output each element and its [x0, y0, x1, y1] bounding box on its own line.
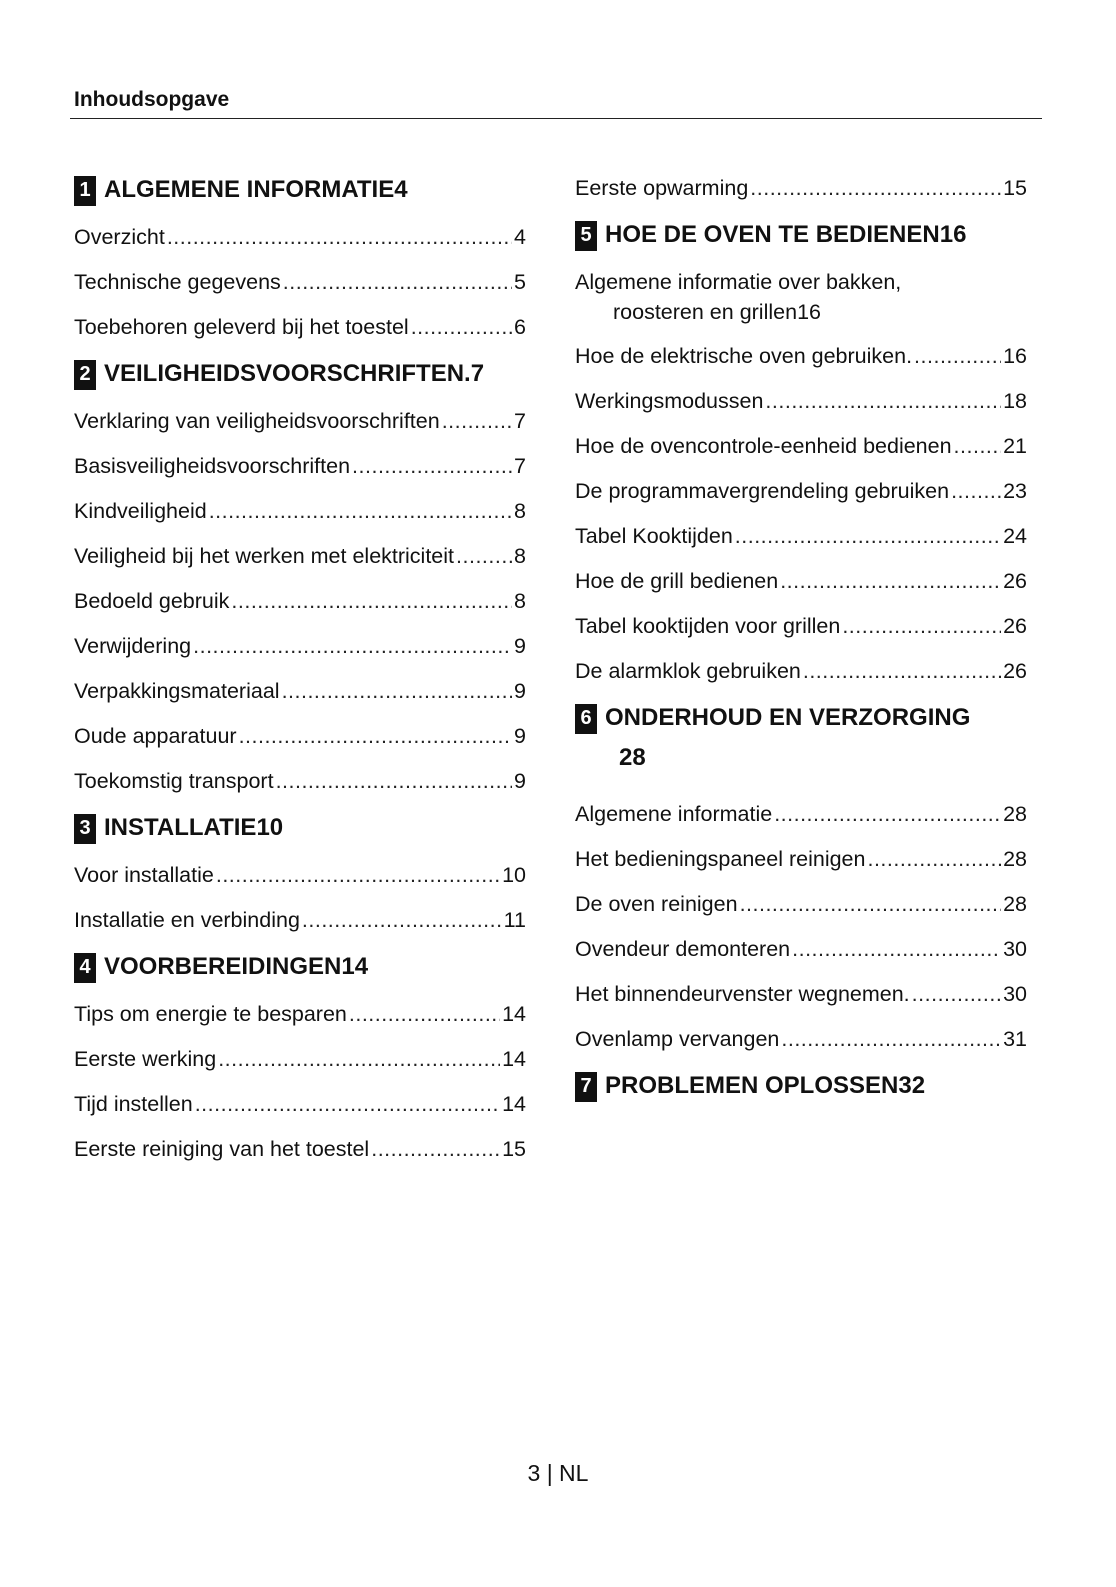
- page-number: 21: [1003, 434, 1027, 458]
- dot-leader: [456, 544, 512, 569]
- section-title: HOE DE OVEN TE BEDIENEN: [605, 221, 940, 248]
- page-number: 30: [1003, 982, 1027, 1006]
- dot-leader: [867, 847, 1001, 872]
- dot-leader: [218, 1047, 500, 1072]
- page-number: 31: [1003, 1027, 1027, 1051]
- toc-entry[interactable]: [575, 569, 1027, 614]
- page-number: 15: [1003, 176, 1027, 200]
- dot-leader: [371, 1137, 500, 1162]
- entry-title: Algemene informatie over bakken,: [575, 270, 902, 294]
- page-number: 4: [514, 225, 526, 249]
- page-number: 28: [1003, 847, 1027, 871]
- toc-entry[interactable]: [575, 892, 1027, 937]
- toc-entry[interactable]: [575, 434, 1027, 479]
- page-number: 4: [394, 176, 408, 203]
- page-number: 28: [1003, 802, 1027, 826]
- toc-entry[interactable]: [575, 937, 1027, 982]
- page-number: 7: [470, 360, 485, 387]
- page-number: 23: [1003, 479, 1027, 503]
- entry-title-continued: roosteren en grillen: [613, 300, 798, 324]
- toc-entry[interactable]: [74, 1092, 526, 1137]
- toc-entry[interactable]: [575, 802, 1027, 847]
- page-number: 9: [514, 769, 526, 793]
- dot-leader: [780, 569, 1001, 594]
- page-number: 14: [341, 953, 369, 980]
- entry-title: Het binnendeurvenster wegnemen.: [575, 982, 910, 1006]
- dot-leader: [842, 614, 1001, 639]
- toc-entry[interactable]: [74, 589, 526, 634]
- toc-entry[interactable]: [575, 389, 1027, 434]
- dot-leader: [774, 802, 1001, 827]
- toc-entry[interactable]: [575, 479, 1027, 524]
- entry-title: Tabel kooktijden voor grillen: [575, 614, 841, 638]
- dot-leader: [740, 892, 1002, 917]
- entry-title: Tabel Kooktijden: [575, 524, 733, 548]
- toc-entry[interactable]: [74, 544, 526, 589]
- dot-leader: [781, 1027, 1001, 1052]
- page-number: 30: [1003, 937, 1027, 961]
- entry-title: Overzicht: [74, 225, 165, 249]
- page-title: Inhoudsopgave: [74, 88, 230, 111]
- entry-title: De alarmklok gebruiken: [575, 659, 801, 683]
- toc-section[interactable]: [575, 704, 1027, 802]
- page-number: 14: [502, 1047, 526, 1071]
- dot-leader: [231, 589, 512, 614]
- section-title: ONDERHOUD EN VERZORGING: [605, 704, 971, 731]
- dot-leader: [792, 937, 1001, 962]
- toc-entry[interactable]: [575, 1027, 1027, 1072]
- page-number: 8: [514, 499, 526, 523]
- toc-section[interactable]: [74, 953, 526, 1002]
- entry-title: Eerste reiniging van het toestel: [74, 1137, 370, 1161]
- toc-section[interactable]: [575, 221, 1027, 270]
- toc-entry[interactable]: [74, 225, 526, 270]
- dot-leader: [411, 315, 512, 340]
- toc-entry[interactable]: [74, 863, 526, 908]
- entry-title-line: [575, 270, 1027, 300]
- dot-leader: [803, 659, 1001, 684]
- section-number-badge: 2: [74, 360, 96, 390]
- toc-entry[interactable]: [74, 1137, 526, 1182]
- dot-leader: [349, 1002, 500, 1027]
- toc-right-column: [575, 176, 1027, 1121]
- entry-title: Ovendeur demonteren: [575, 937, 791, 961]
- toc-entry[interactable]: [74, 499, 526, 544]
- entry-title: Hoe de ovencontrole-eenheid bedienen: [575, 434, 952, 458]
- dot-leader: [195, 1092, 500, 1117]
- page-number: 32: [898, 1072, 926, 1099]
- page-number: 26: [1003, 659, 1027, 683]
- toc-entry[interactable]: [74, 724, 526, 769]
- page-number: 5: [514, 270, 526, 294]
- section-number-badge: 5: [575, 221, 597, 251]
- toc-entry[interactable]: [74, 769, 526, 814]
- entry-title: Technische gegevens: [74, 270, 281, 294]
- entry-title: Het bedieningspaneel reinigen: [575, 847, 866, 871]
- entry-title: Ovenlamp vervangen: [575, 1027, 780, 1051]
- entry-title: Voor installatie: [74, 863, 214, 887]
- section-page-line: [575, 744, 1027, 772]
- section-title: ALGEMENE INFORMATIE: [104, 176, 395, 203]
- dot-leader: [283, 270, 512, 295]
- toc-entry[interactable]: [575, 659, 1027, 704]
- page-number: 6: [514, 315, 526, 339]
- page-number: 16: [939, 221, 967, 248]
- section-title-line: [575, 704, 1027, 744]
- dot-leader: [167, 225, 512, 250]
- toc-entry[interactable]: [575, 344, 1027, 389]
- dot-leader: [912, 982, 1001, 1007]
- entry-title: De programmavergrendeling gebruiken: [575, 479, 950, 503]
- page-header: [70, 88, 1042, 119]
- page-number: 28: [619, 744, 646, 771]
- toc-entry[interactable]: [575, 524, 1027, 569]
- toc-section[interactable]: [74, 360, 526, 409]
- entry-title: Algemene informatie: [575, 802, 773, 826]
- toc-entry[interactable]: [74, 1002, 526, 1047]
- entry-title: Bedoeld gebruik: [74, 589, 230, 613]
- entry-title: Tips om energie te besparen: [74, 1002, 347, 1026]
- section-number-badge: 6: [575, 704, 597, 734]
- entry-title: Eerste opwarming: [575, 176, 749, 200]
- section-number-badge: 7: [575, 1072, 597, 1102]
- page-number: 7: [514, 454, 526, 478]
- page-number: 11: [503, 908, 526, 932]
- dot-leader: [239, 724, 512, 749]
- entry-title: De oven reinigen: [575, 892, 738, 916]
- dot-leader: [735, 524, 1001, 549]
- dot-leader: [442, 409, 512, 434]
- page-number: 10: [502, 863, 526, 887]
- entry-title: Eerste werking: [74, 1047, 217, 1071]
- dot-leader: [209, 499, 512, 524]
- entry-title: Verklaring van veiligheidsvoorschriften: [74, 409, 440, 433]
- section-number-badge: 3: [74, 814, 96, 844]
- page-number: 15: [502, 1137, 526, 1161]
- page-number: 9: [514, 634, 526, 658]
- toc-left-column: [74, 176, 526, 1182]
- page-number: 28: [1003, 892, 1027, 916]
- dot-leader: [216, 863, 500, 888]
- page-number: 14: [502, 1092, 526, 1116]
- toc-section[interactable]: [74, 176, 526, 225]
- toc-entry[interactable]: [74, 454, 526, 499]
- toc-section[interactable]: [74, 814, 526, 863]
- entry-title: Hoe de elektrische oven gebruiken.: [575, 344, 913, 368]
- dot-leader: [954, 434, 1002, 459]
- page-number: 26: [1003, 569, 1027, 593]
- toc-entry[interactable]: [575, 270, 1027, 344]
- entry-title: Basisveiligheidsvoorschriften: [74, 454, 351, 478]
- page-number: 14: [502, 1002, 526, 1026]
- toc-entry[interactable]: [74, 908, 526, 953]
- entry-title: Toebehoren geleverd bij het toestel: [74, 315, 409, 339]
- page-number: 10: [256, 814, 284, 841]
- toc-entry[interactable]: [74, 315, 526, 360]
- entry-title-line: [575, 300, 1027, 325]
- dot-leader: [352, 454, 512, 479]
- entry-title: Tijd instellen: [74, 1092, 193, 1116]
- toc-section[interactable]: [575, 1072, 1027, 1121]
- toc-entry[interactable]: [575, 614, 1027, 659]
- section-title: INSTALLATIE: [104, 814, 257, 841]
- page-number: 18: [1003, 389, 1027, 413]
- section-title: PROBLEMEN OPLOSSEN: [605, 1072, 899, 1099]
- dot-leader: [282, 679, 512, 704]
- page-number: 26: [1003, 614, 1027, 638]
- page-footer: [0, 1460, 1116, 1487]
- page-number: 9: [514, 724, 526, 748]
- toc-entry[interactable]: [74, 409, 526, 454]
- dot-leader: [276, 769, 512, 794]
- toc-entry[interactable]: [74, 634, 526, 679]
- dot-leader: [750, 176, 1001, 201]
- toc-entry[interactable]: [74, 679, 526, 724]
- page-number: 3 | NL: [527, 1460, 589, 1486]
- dot-leader: [914, 344, 1001, 369]
- dot-leader: [951, 479, 1001, 504]
- page-number: 16: [1003, 344, 1027, 368]
- section-title: VEILIGHEIDSVOORSCHRIFTEN.: [104, 360, 471, 387]
- entry-title: Werkingsmodussen: [575, 389, 764, 413]
- toc-entry[interactable]: [575, 982, 1027, 1027]
- entry-title: Kindveiligheid: [74, 499, 207, 523]
- page-number: 8: [514, 589, 526, 613]
- section-title: VOORBEREIDINGEN: [104, 953, 342, 980]
- entry-title: Toekomstig transport: [74, 769, 274, 793]
- page-number: 8: [514, 544, 526, 568]
- page-number: 9: [514, 679, 526, 703]
- entry-title: Verwijdering: [74, 634, 192, 658]
- page-number: 16: [797, 300, 821, 324]
- section-number-badge: 4: [74, 953, 96, 983]
- dot-leader: [302, 908, 502, 933]
- entry-title: Hoe de grill bedienen: [575, 569, 779, 593]
- toc-entry[interactable]: [74, 1047, 526, 1092]
- section-number-badge: 1: [74, 176, 96, 206]
- toc-entry[interactable]: [74, 270, 526, 315]
- page-number: 24: [1003, 524, 1027, 548]
- toc-entry[interactable]: [575, 847, 1027, 892]
- entry-title: Veiligheid bij het werken met elektriciteit: [74, 544, 455, 568]
- dot-leader: [765, 389, 1001, 414]
- entry-title: Oude apparatuur: [74, 724, 237, 748]
- toc-entry[interactable]: [575, 176, 1027, 221]
- entry-title: Installatie en verbinding: [74, 908, 300, 932]
- entry-title: Verpakkingsmateriaal: [74, 679, 280, 703]
- dot-leader: [193, 634, 512, 659]
- page-number: 7: [514, 409, 526, 433]
